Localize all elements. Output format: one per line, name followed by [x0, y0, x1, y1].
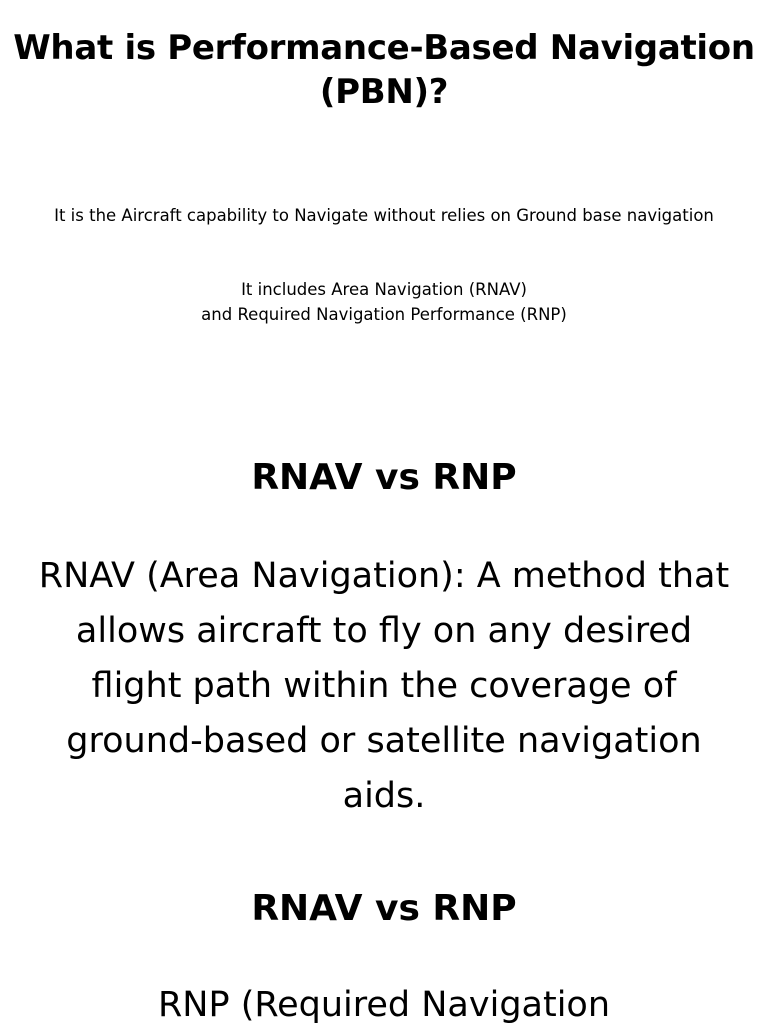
- rnav-description-line: RNAV (Area Navigation): A method that: [38, 556, 730, 596]
- rnp-description: [0, 978, 768, 1033]
- section-heading-rnav-vs-rnp: RNAV vs RNP: [251, 457, 517, 498]
- rnav-description: [0, 549, 768, 824]
- rnp-description-line: RNP (Required Navigation: [157, 985, 611, 1025]
- rnav-description-line: ground-based or satellite navigation: [66, 721, 702, 761]
- pbn-definition: It is the Aircraft capability to Navigate without relies on Ground base navigation: [54, 206, 714, 225]
- page-title-line-2: (PBN)?: [319, 72, 449, 112]
- rnav-description-line: allows aircraft to fly on any desired: [75, 611, 693, 651]
- page-title-line-1: What is Performance-Based Navigation: [13, 28, 755, 68]
- rnav-description-line: aids.: [342, 776, 426, 816]
- section-heading-rnav-vs-rnp-2: RNAV vs RNP: [251, 888, 517, 929]
- rnav-description-line: flight path within the coverage of: [91, 666, 677, 706]
- pbn-includes-line-2: and Required Navigation Performance (RNP): [201, 305, 567, 324]
- pbn-includes-line-1: It includes Area Navigation (RNAV): [241, 280, 527, 299]
- page-title: [0, 26, 768, 114]
